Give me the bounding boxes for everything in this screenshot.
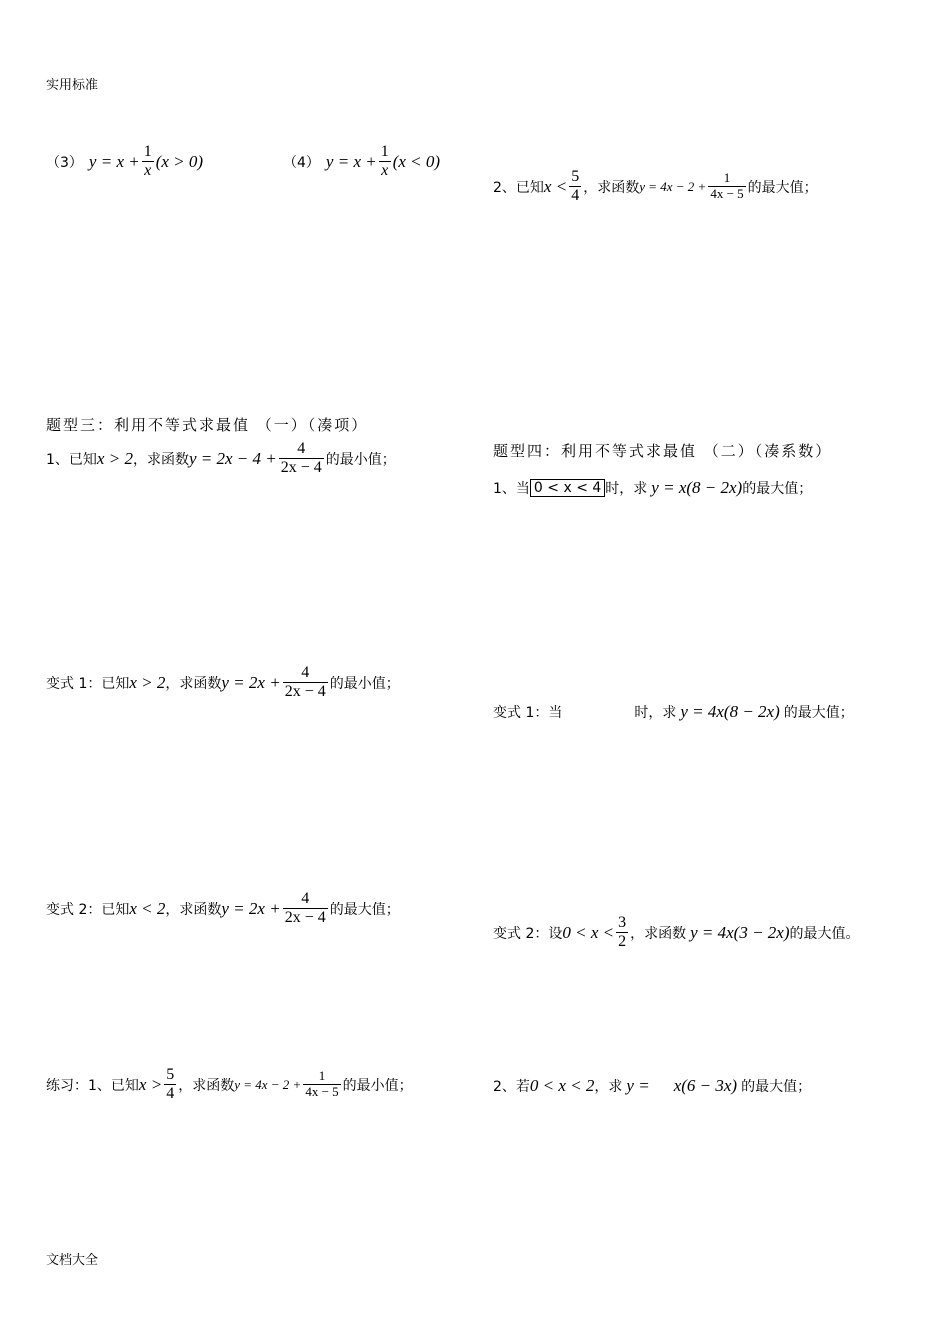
right-question-2-cond-fraction: $\frac{5}{4}$ xyxy=(571,168,580,205)
section-4-question-1: 1、当 0 < x < 4 时，求 y = x(8 − 2x) 的最大值； xyxy=(493,478,813,497)
section-3-exercise-cond-fraction: $\frac{5}{4}$ xyxy=(166,1066,175,1103)
problem-4-label: （4） xyxy=(283,154,320,171)
section-4-variant-2: 变式 2：设 0 < x < $\frac{3}{2}$ ，求函数 y = 4x(3 − 2x) 的最大值。 xyxy=(493,914,860,951)
problem-4-expr: y = x + xyxy=(325,151,377,171)
problem-4 xyxy=(283,143,440,181)
section-4-variant-2-cond-fraction: $\frac{3}{2}$ xyxy=(618,914,627,951)
section-4-question-1-condition-box: 0 < x < 4 xyxy=(530,479,605,497)
section-3-variant-2-fraction: $\frac{4}{2x - 4}$ xyxy=(284,890,326,927)
section-3-exercise-func-fraction: $\frac{1}{4x - 5}$ xyxy=(305,1068,339,1100)
problem-3-fraction: $\frac{1}{x}$ xyxy=(143,143,152,180)
right-question-2: 2、已知 x < $\frac{5}{4}$ ，求函数 y = 4x − 2 + $\frac{1}{4x - 5}$ 的最大值； xyxy=(493,168,818,205)
section-3-variant-2: 变式 2：已知 x < 2 ，求函数 y = 2x + $\frac{4}{2x - 4}$ 的最大值； xyxy=(46,890,400,927)
problem-4-condition: (x < 0) xyxy=(392,151,441,171)
section-3-variant-1: 变式 1：已知 x > 2 ，求函数 y = 2x + $\frac{4}{2x - 4}$ 的最小值； xyxy=(46,664,400,701)
problem-3-expr: y = x + xyxy=(88,151,140,171)
section-3-exercise-1: 练习：1、已知 x > $\frac{5}{4}$ ，求函数 y = 4x − 2 + $\frac{1}{4x - 5}$ 的最小值； xyxy=(46,1066,413,1103)
right-question-2-func-fraction: $\frac{1}{4x - 5}$ xyxy=(710,170,744,202)
section-4-question-2: 2、若 0 < x < 2 ，求 y = x(6 − 3x) 的最大值； xyxy=(493,1076,812,1095)
problem-3-condition: (x > 0) xyxy=(155,151,204,171)
page-header: 实用标准 xyxy=(46,78,99,93)
section-4-title: 题型四：利用不等式求最值 （二）（凑系数） xyxy=(493,442,833,460)
section-3-question-1-fraction: $\frac{4}{2x - 4}$ xyxy=(280,440,322,477)
page-footer: 文档大全 xyxy=(46,1253,99,1268)
section-3-question-1: 1、已知 x > 2 ，求函数 y = 2x − 4 + $\frac{4}{2x - 4}$ 的最小值； xyxy=(46,440,396,477)
problem-4-fraction: $\frac{1}{x}$ xyxy=(380,143,389,180)
section-3-variant-1-fraction: $\frac{4}{2x - 4}$ xyxy=(284,664,326,701)
problem-3 xyxy=(46,143,203,181)
section-3-title: 题型三：利用不等式求最值 （一）（凑项） xyxy=(46,416,369,434)
problem-3-label: （3） xyxy=(46,154,83,171)
section-4-variant-1: 变式 1：当 时，求 y = 4x(8 − 2x) 的最大值； xyxy=(493,702,854,721)
